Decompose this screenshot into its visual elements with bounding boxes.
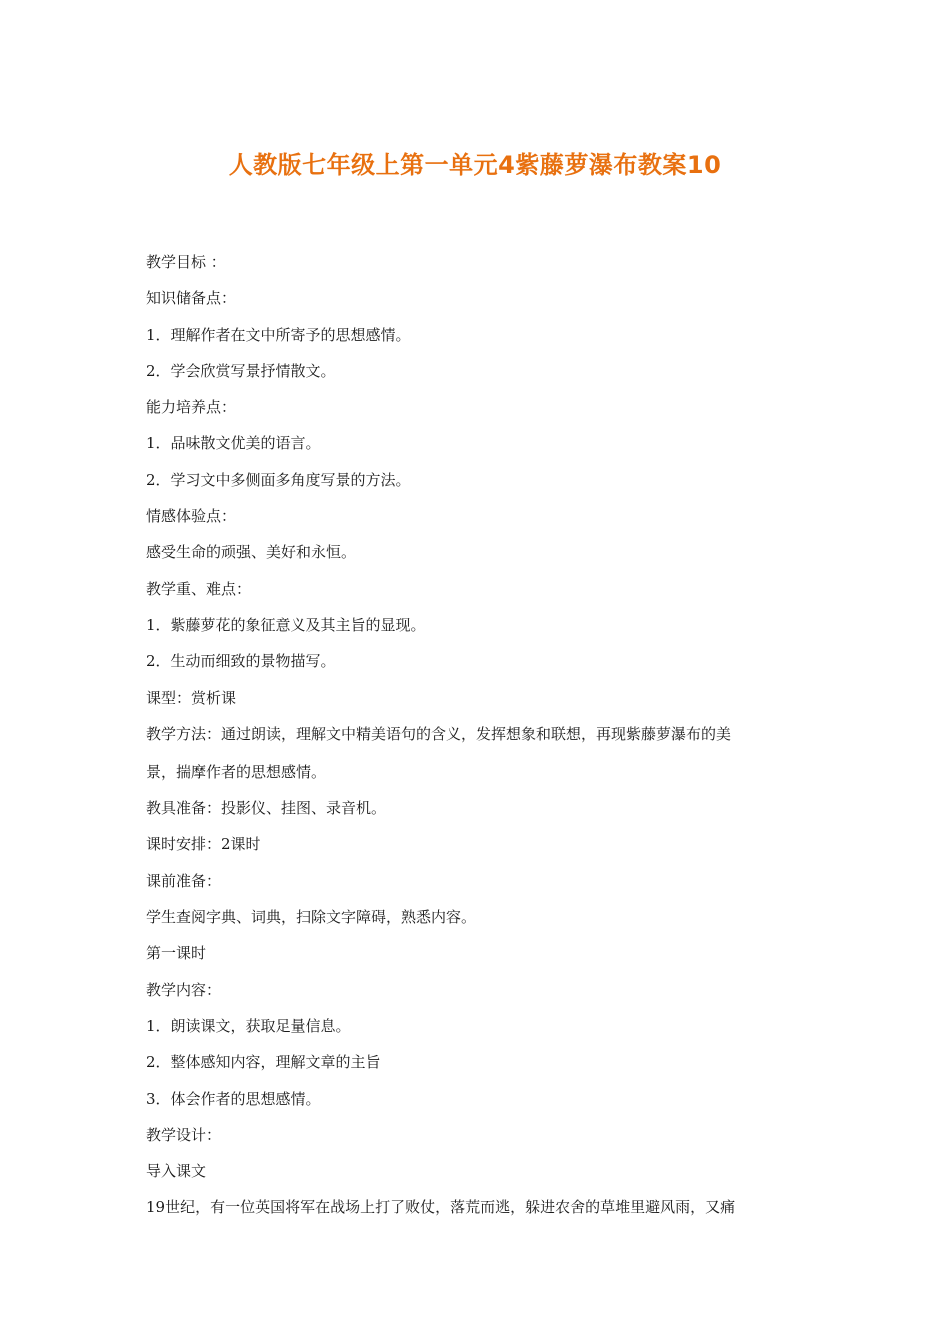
document-body <box>146 252 816 1234</box>
text-line: 教学方法：通过朗读，理解文中精美语句的含义，发挥想象和联想，再现紫藤萝瀑布的美 <box>146 724 732 743</box>
text-line: 2．学习文中多侧面多角度写景的方法。 <box>146 470 411 489</box>
text-line: 2．学会欣赏写景抒情散文。 <box>146 361 336 380</box>
text-line: 教学目标 ： <box>146 253 226 271</box>
text-line: 2．生动而细致的景物描写。 <box>146 652 336 671</box>
text-line: 感受生命的顽强、美好和永恒。 <box>146 543 357 562</box>
text-line: 能力培养点： <box>146 398 237 417</box>
text-line: 知识储备点： <box>146 289 237 308</box>
text-line: 学生查阅字典、词典，扫除文字障碍，熟悉内容。 <box>146 908 477 927</box>
text-line: 2．整体感知内容，理解文章的主旨 <box>146 1053 381 1072</box>
text-line: 导入课文 <box>146 1162 207 1181</box>
text-line: 1．朗读课文，获取足量信息。 <box>146 1016 351 1035</box>
text-line: 课时安排：2课时 <box>146 835 261 854</box>
text-line: 1．紫藤萝花的象征意义及其主旨的显现。 <box>146 615 426 634</box>
text-line: 教具准备：投影仪、挂图、录音机。 <box>146 799 387 818</box>
text-line: 教学设计： <box>146 1125 222 1144</box>
document-title: 人教版七年级上第一单元4紫藤萝瀑布教案10 <box>228 151 722 179</box>
text-line: 景，揣摩作者的思想感情。 <box>146 762 327 781</box>
text-line: 课型：赏析课 <box>146 688 237 707</box>
text-line: 课前准备： <box>146 871 222 890</box>
text-line: 19世纪，有一位英国将军在战场上打了败仗，落荒而逃，躲进农舍的草堆里避风雨，又痛 <box>146 1198 736 1217</box>
text-line: 1．品味散文优美的语言。 <box>146 434 321 453</box>
text-line: 教学内容： <box>146 980 222 999</box>
text-line: 情感体验点： <box>146 507 237 526</box>
text-line: 教学重、难点： <box>146 579 252 598</box>
text-line: 1．理解作者在文中所寄予的思想感情。 <box>146 325 411 344</box>
text-line: 第一课时 <box>146 944 207 963</box>
text-line: 3．体会作者的思想感情。 <box>146 1089 321 1108</box>
